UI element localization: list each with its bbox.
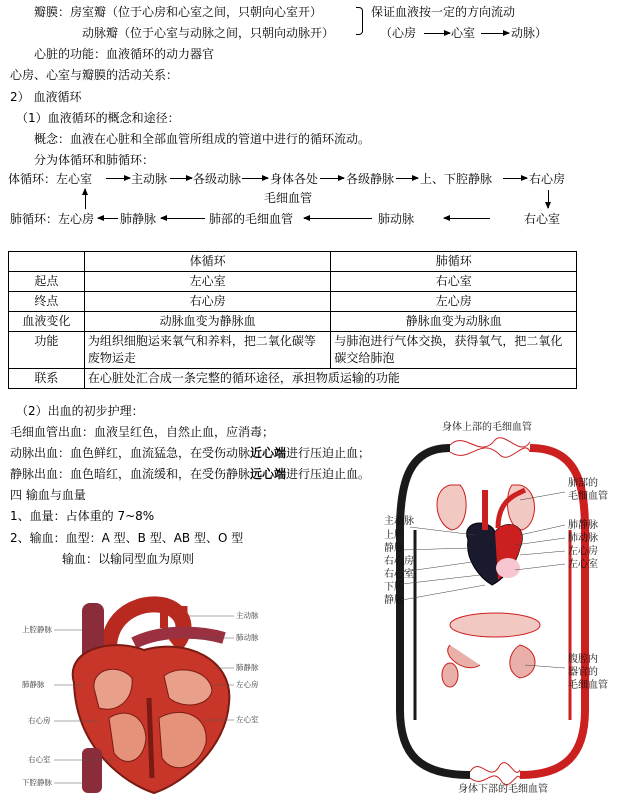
table-cell: 左心房 xyxy=(331,292,577,312)
pulmonary-right-ventricle: 右心室 xyxy=(524,212,561,226)
label-right-atrium: 右心房 xyxy=(384,556,414,567)
systemic-start: 体循环：左心室 xyxy=(8,172,93,186)
table-cell: 在心脏处汇合成一条完整的循环途径，承担物质运输的功能 xyxy=(84,369,576,389)
label-superior-vena: 上腔 xyxy=(384,530,404,541)
arrow-right-icon xyxy=(481,33,509,34)
circulation-diagram xyxy=(380,420,616,800)
transfusion-types: 2、输血：血型：A 型、B 型、AB 型、O 型 xyxy=(10,531,244,545)
table-cell: 为组织细胞运来氧气和养料，把二氧化碳等废物运走 xyxy=(84,332,331,369)
table-cell: 血液变化 xyxy=(9,312,85,332)
label-superior-vena-cont: 静脉 xyxy=(384,543,404,554)
arrow-right-icon xyxy=(424,33,450,34)
vein-bleeding-emphasis: 远心端 xyxy=(250,467,287,481)
table-cell: 终点 xyxy=(9,292,85,312)
arrow-right-icon xyxy=(106,178,130,179)
table-row xyxy=(9,332,577,369)
table-cell: 左心室 xyxy=(84,272,331,292)
concept-heading: （1）血液循环的概念和途径： xyxy=(16,111,180,125)
label-abdominal-2: 器官的 xyxy=(568,667,598,678)
arrow-left-icon xyxy=(98,218,118,219)
table-cell: 右心房 xyxy=(84,292,331,312)
table-header-cell: 体循环 xyxy=(84,252,331,272)
table-row xyxy=(9,292,577,312)
label-inferior-vena: 下腔 xyxy=(384,582,404,593)
valve-flow-ventricle: 心室 xyxy=(451,26,476,40)
arrow-right-icon xyxy=(170,178,192,179)
arrow-left-icon xyxy=(304,218,372,219)
arrow-left-icon xyxy=(161,218,205,219)
heart-function: 心脏的功能：血液循环的动力器官 xyxy=(34,47,215,61)
circulation-illustration xyxy=(380,420,616,800)
arrow-left-icon xyxy=(444,218,490,219)
valve-line-1: 瓣膜：房室瓣（位于心房和心室之间，只朝向心室开） xyxy=(34,5,323,19)
table-cell: 右心室 xyxy=(331,272,577,292)
table-row xyxy=(9,312,577,332)
circulation-comparison-table xyxy=(8,251,577,389)
heart-diagram xyxy=(14,588,274,798)
label-inferior-vena-cava: 下腔静脉 xyxy=(22,778,52,787)
table-cell: 与肺泡进行气体交换，获得氧气，把二氧化碳交给肺泡 xyxy=(331,332,577,369)
concept-text: 概念：血液在心脏和全部血管所组成的管道中进行的循环流动。 xyxy=(34,132,371,146)
label-pulmonary-artery: 肺动脉 xyxy=(236,633,259,642)
label-lower-body-capillaries: 身体下部的毛细血管 xyxy=(458,784,548,795)
label-superior-vena-cava: 上腔静脉 xyxy=(22,625,52,634)
pulmonary-artery: 肺动脉 xyxy=(378,212,415,226)
table-cell: 动脉血变为静脉血 xyxy=(84,312,331,332)
capillary-bleeding: 毛细血管出血：血液呈红色，自然止血，应消毒； xyxy=(10,425,275,439)
systemic-right-atrium: 右心房 xyxy=(529,172,566,186)
label-pulmonary-artery: 肺动脉 xyxy=(568,533,598,544)
table-cell: 联系 xyxy=(9,369,85,389)
table-header-row xyxy=(9,252,577,272)
valve-flow-artery: 动脉） xyxy=(511,26,548,40)
transfusion-rule: 输血：以输同型血为原则 xyxy=(62,552,195,566)
pulmonary-veins: 肺静脉 xyxy=(120,212,157,226)
bleeding-heading: （2）出血的初步护理： xyxy=(16,404,144,418)
table-header-cell xyxy=(9,252,85,272)
pulmonary-capillaries: 肺部的毛细血管 xyxy=(209,212,294,226)
table-cell: 功能 xyxy=(9,332,85,369)
artery-bleeding-text-end: 进行压迫止血； xyxy=(286,446,371,460)
blood-volume: 1、血量：占体重的 7~8% xyxy=(10,509,155,523)
activity-relation: 心房、心室与瓣膜的活动关系： xyxy=(10,68,179,82)
vein-bleeding-text: 静脉出血：血色暗红，血流缓和，在受伤静脉 xyxy=(10,467,251,481)
table-cell: 静脉血变为动脉血 xyxy=(331,312,577,332)
label-lung-capillaries-1: 肺部的 xyxy=(568,478,598,489)
label-right-ventricle: 右心室 xyxy=(384,569,414,580)
systemic-vena-cava: 上、下腔静脉 xyxy=(420,172,493,186)
label-upper-body-capillaries: 身体上部的毛细血管 xyxy=(442,422,532,433)
artery-bleeding-emphasis: 近心端 xyxy=(250,446,287,460)
label-left-atrium: 左心房 xyxy=(568,546,598,557)
valve-line-2: 动脉瓣（位于心室与动脉之间，只朝向动脉开） xyxy=(82,26,335,40)
label-right-atrium: 右心房 xyxy=(28,716,51,725)
pulmonary-end: 肺循环：左心房 xyxy=(10,212,95,226)
heart-illustration xyxy=(14,588,274,798)
section-4-heading: 四 输血与血量 xyxy=(10,488,86,502)
valve-purpose: 保证血液按一定的方向流动 xyxy=(371,5,516,19)
label-left-atrium: 左心房 xyxy=(236,680,259,689)
arrow-right-icon xyxy=(503,178,527,179)
table-header-cell: 肺循环 xyxy=(331,252,577,272)
label-aorta: 主动脉 xyxy=(384,516,414,527)
vein-bleeding xyxy=(10,466,370,482)
table-cell: 起点 xyxy=(9,272,85,292)
label-pulmonary-vein-right: 肺静脉 xyxy=(236,663,259,672)
label-abdominal-3: 毛细血管 xyxy=(568,680,608,691)
arrow-up-icon xyxy=(85,189,86,209)
arrow-right-icon xyxy=(320,178,344,179)
label-left-ventricle: 左心室 xyxy=(236,715,259,724)
systemic-veins: 各级静脉 xyxy=(346,172,395,186)
label-lung-capillaries-2: 毛细血管 xyxy=(568,491,608,502)
systemic-arteries: 各级动脉 xyxy=(193,172,242,186)
arrow-right-icon xyxy=(396,178,418,179)
label-abdominal-1: 腹腔内 xyxy=(568,654,598,665)
table-row xyxy=(9,272,577,292)
label-pulmonary-vein: 肺静脉 xyxy=(568,520,598,531)
label-left-ventricle: 左心室 xyxy=(568,559,598,570)
arrow-down-icon xyxy=(548,190,549,208)
artery-bleeding xyxy=(10,445,370,461)
systemic-capillaries: 毛细血管 xyxy=(264,191,313,205)
table-row xyxy=(9,369,577,389)
label-inferior-vena-cont: 静脉 xyxy=(384,595,404,606)
artery-bleeding-text: 动脉出血：血色鲜红，血流猛急，在受伤动脉 xyxy=(10,446,251,460)
systemic-body: 身体各处 xyxy=(270,172,319,186)
divided-text: 分为体循环和肺循环： xyxy=(34,153,155,167)
systemic-aorta: 主动脉 xyxy=(131,172,168,186)
vein-bleeding-text-end: 进行压迫止血。 xyxy=(286,467,371,481)
brace xyxy=(356,7,363,35)
valve-flow-atrium: （心房 xyxy=(380,26,417,40)
arrow-right-icon xyxy=(242,178,268,179)
label-pulmonary-vein-left: 肺静脉 xyxy=(22,680,45,689)
label-right-ventricle: 右心室 xyxy=(28,755,51,764)
section-2-heading: 2） 血液循环 xyxy=(10,90,82,104)
label-aorta: 主动脉 xyxy=(236,611,259,620)
